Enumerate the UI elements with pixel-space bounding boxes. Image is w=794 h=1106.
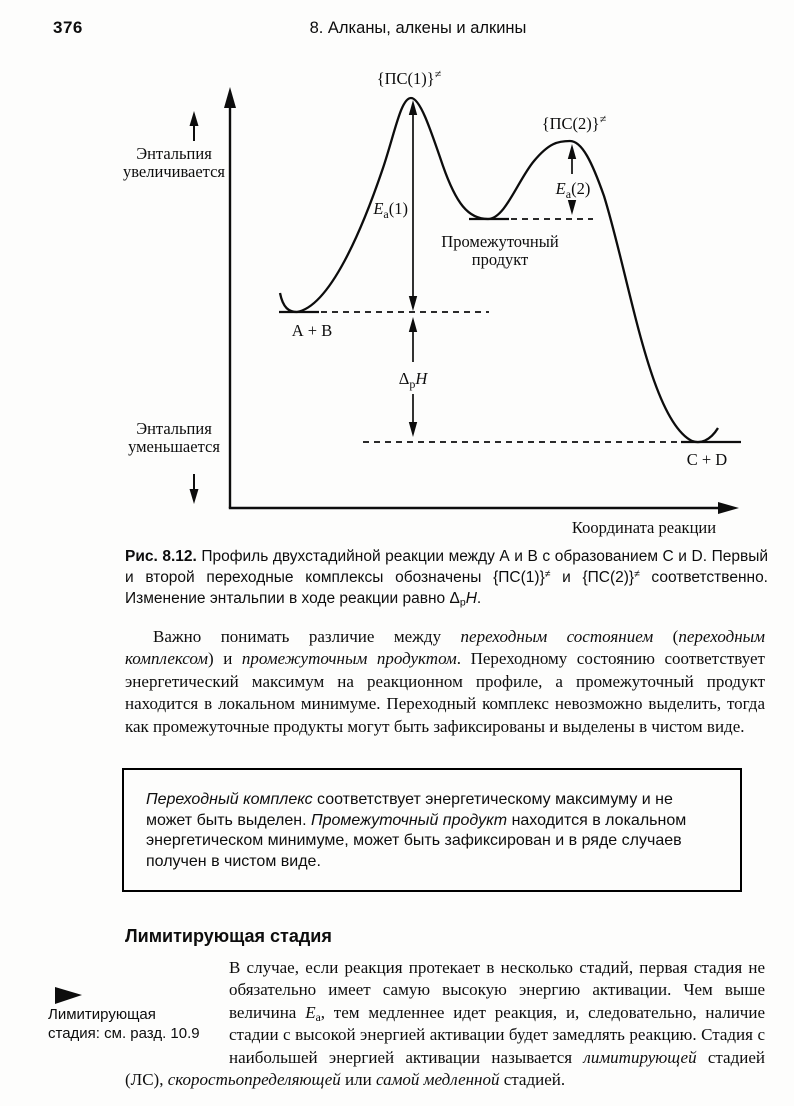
- dh-label: $\Delta_рH$: [398, 369, 428, 391]
- dh-arrowhead-down-icon: [409, 422, 417, 437]
- reaction-coordinate-label: Координата реакции: [571, 518, 717, 537]
- products-label: С + D: [686, 450, 728, 469]
- figure-caption: Рис. 8.12. Профиль двухстадийной реакции между А и В с образованием С и D. Первый и второй переходные комплексы обозначены {ПС(1)}≠ и {ПС(2)}≠ соответственно. Изменение энтальпии в ходе реакции равно $\Delta_рH$.: [125, 548, 768, 609]
- enthalpy-increases-label-line1: Энтальпия: [136, 144, 212, 163]
- enthalpy-increases-label-line2: увеличивается: [122, 162, 226, 181]
- enthalpy-decreases-label-line1: Энтальпия: [136, 419, 212, 438]
- body-paragraph-2: [125, 957, 765, 1091]
- enthalpy-up-arrowhead-icon: [190, 111, 199, 126]
- ea1-label: $E_a(1)$: [373, 199, 408, 221]
- page-number: 376: [53, 18, 83, 37]
- x-axis-arrowhead-icon: [718, 502, 739, 514]
- intermediate-label-line2: продукт: [471, 250, 529, 269]
- intermediate-label-line1: Промежуточный: [441, 232, 559, 251]
- key-concept-box: [122, 768, 742, 892]
- body-paragraph-1: Важно понимать различие между переходным состоянием (переходным комплексом) и промежуточным продуктом. Переходному состоянию соответствует энергетический максимум на реакционном профиле, а промежуточный продукт находится в локальном минимуме. Переходный комплекс невозможно выделить, тогда как промежуточные продукты могут быть зафиксированы и выделены в чистом виде.: [125, 627, 765, 736]
- reactants-label: А + В: [291, 321, 333, 340]
- transition-state-2-label: {ПС(2)}≠: [541, 112, 607, 133]
- reaction-energy-curve: [280, 98, 718, 442]
- reaction-profile-diagram: [0, 55, 794, 545]
- enthalpy-down-arrowhead-icon: [190, 489, 199, 504]
- transition-state-1-label: {ПС(1)}≠: [376, 67, 442, 88]
- margin-note: [48, 1005, 213, 1043]
- ea2-arrowhead-up-icon: [568, 144, 576, 159]
- enthalpy-decreases-label-line2: уменьшается: [128, 437, 220, 456]
- chapter-header: 8. Алканы, алкены и алкины: [309, 19, 527, 37]
- margin-note-line2: стадия: см. разд. 10.9: [48, 1025, 200, 1042]
- y-axis-arrowhead-icon: [224, 87, 236, 108]
- dh-arrowhead-up-icon: [409, 317, 417, 332]
- section-heading: Лимитирующая стадия: [125, 926, 332, 946]
- ea2-arrowhead-down-icon: [568, 200, 576, 215]
- ea2-label: $E_a(2)$: [555, 179, 591, 201]
- key-concept-text: Переходный комплекс соответствует энергетическому максимуму и не может быть выделен. Промежуточный продукт находится в локальном энергетическом минимуме, может быть зафиксирован и в ряде случаев получен в чистом виде.: [146, 791, 687, 870]
- ea1-arrowhead-down-icon: [409, 296, 417, 311]
- margin-note-line1: Лимитирующая: [48, 1006, 156, 1023]
- margin-pointer-icon: [55, 987, 82, 1004]
- body-paragraph-2-text: В случае, если реакция протекает в несколько стадий, первая стадия не обязательно имеет самую высокую энергию активации. Чем выше величина $E_a$, тем медленнее идет реакция, и, следовательно, наличие стадии с высокой энергией активации будет замедлять реакцию. Стадия с наибольшей энергией активации называется лимитирующей стадией (ЛС), скоростьопределяющей или самой медленной стадией.: [125, 958, 765, 1090]
